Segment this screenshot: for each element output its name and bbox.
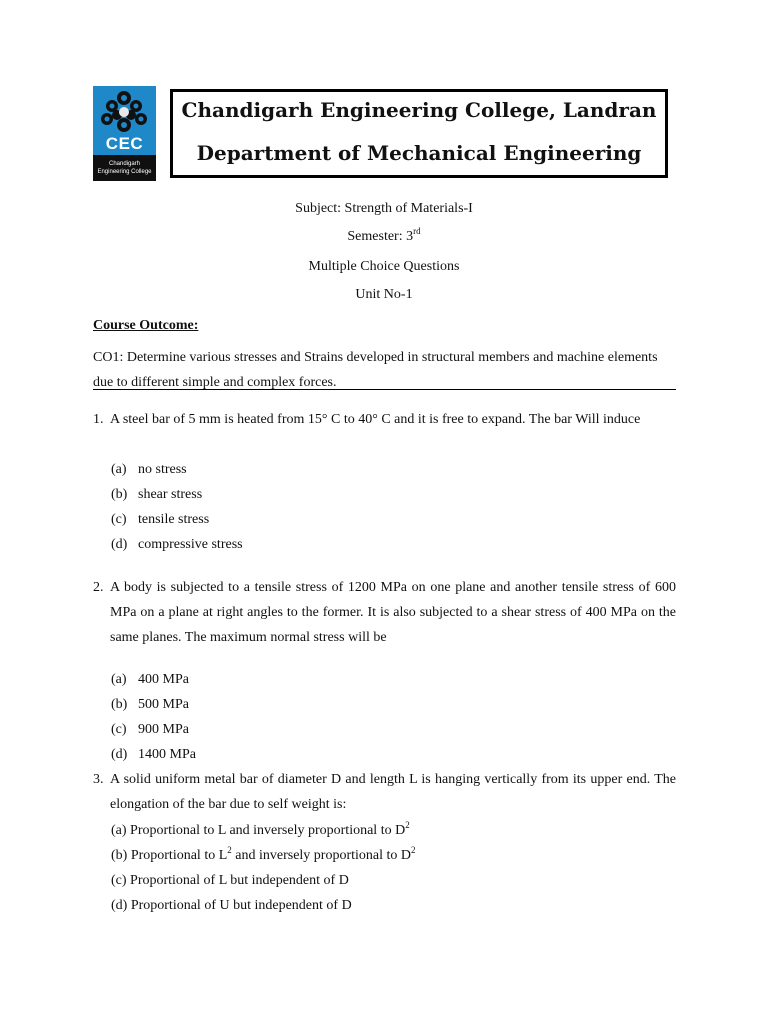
question-type-line: Multiple Choice Questions <box>308 259 460 274</box>
option-label: (d) <box>111 747 128 762</box>
option <box>111 510 209 530</box>
logo-caption-line: Engineering College <box>97 169 152 175</box>
option-text: 400 MPa <box>138 672 189 687</box>
question-stem: A steel bar of 5 mm is heated from 15° C to 40° C and it is free to expand. The bar Will induce <box>110 412 641 427</box>
option-label: (c) <box>111 722 127 737</box>
department-name: Department of Mechanical Engineering <box>196 141 642 165</box>
option-text: (a) Proportional to L and inversely proportional to D <box>111 823 406 838</box>
course-outcome-heading: Course Outcome: <box>93 318 199 333</box>
question-number: 3. <box>93 772 104 787</box>
option <box>111 535 243 555</box>
question-number: 2. <box>93 580 104 595</box>
unit-line: Unit No-1 <box>355 287 413 302</box>
option-text: 500 MPa <box>138 697 189 712</box>
option-label: (c) <box>111 512 127 527</box>
option-text: (c) Proportional of L but independent of D <box>111 873 349 888</box>
semester-line <box>0 226 768 245</box>
option-text: tensile stress <box>138 512 210 527</box>
option-text: (d) Proportional of U but independent of D <box>111 898 352 913</box>
option-label: (b) <box>111 697 128 712</box>
option <box>111 745 196 765</box>
option <box>111 695 189 715</box>
title-box <box>170 89 668 178</box>
question-2 <box>93 575 676 650</box>
question-1 <box>93 407 676 432</box>
superscript: 2 <box>405 820 410 830</box>
option-label: (b) <box>111 487 128 502</box>
option-text: shear stress <box>138 487 203 502</box>
option-text: (b) Proportional to L <box>111 848 228 863</box>
option <box>111 670 189 690</box>
semester-superscript: rd <box>413 226 421 236</box>
option <box>111 846 416 866</box>
gear-cluster-icon <box>97 89 152 135</box>
subject-line: Subject: Strength of Materials-I <box>295 201 473 216</box>
logo-caption <box>93 155 156 181</box>
option-text: 1400 MPa <box>138 747 196 762</box>
option <box>111 720 189 740</box>
option <box>111 485 202 505</box>
option-text: and inversely proportional to D <box>231 848 412 863</box>
option-text: no stress <box>138 462 187 477</box>
question-stem: A solid uniform metal bar of diameter D and length L is hanging vertically from its upper end. The elongation of the bar due to self weight is: <box>110 772 676 812</box>
question-3 <box>93 767 676 817</box>
logo-caption-line: Chandigarh <box>108 161 141 167</box>
superscript: 2 <box>227 845 232 855</box>
logo-text: CEC <box>105 134 144 153</box>
option-label: (a) <box>111 462 127 477</box>
option-label: (a) <box>111 672 127 687</box>
option <box>111 821 410 841</box>
question-number: 1. <box>93 412 104 427</box>
option-text: 900 MPa <box>138 722 189 737</box>
option <box>111 871 349 891</box>
superscript: 2 <box>411 845 416 855</box>
college-logo <box>93 86 156 181</box>
course-outcome-text: CO1: Determine various stresses and Strains developed in structural members and machine elements due to different simple and complex forces. <box>93 350 658 390</box>
question-stem: A body is subjected to a tensile stress of 1200 MPa on one plane and another tensile stress of 600 MPa on a plane at right angles to the former. It is also subjected to a shear stress of 400 MPa on the same planes. The maximum normal stress will be <box>110 580 676 645</box>
option <box>111 460 187 480</box>
option-label: (d) <box>111 537 128 552</box>
college-name: Chandigarh Engineering College, Landran <box>181 98 657 122</box>
option <box>111 896 352 916</box>
option-text: compressive stress <box>138 537 243 552</box>
divider <box>93 389 676 390</box>
semester-text: Semester: 3 <box>347 229 414 244</box>
